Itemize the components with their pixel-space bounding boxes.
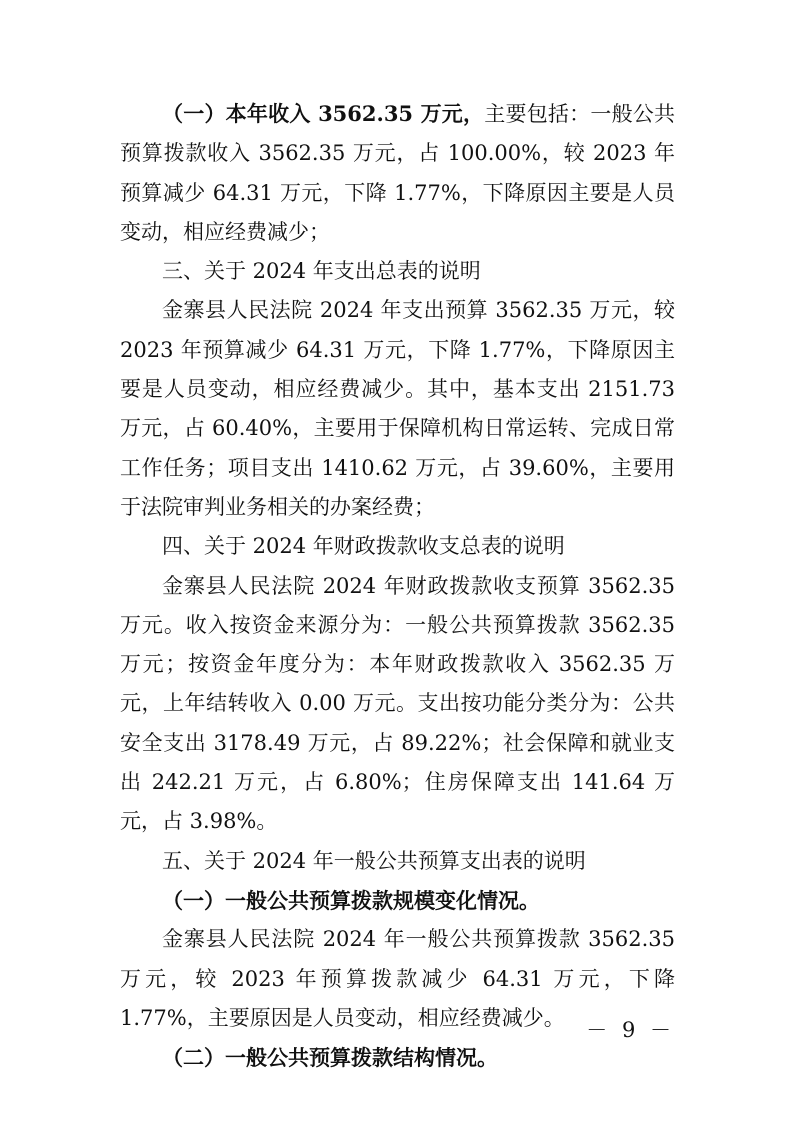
- heading-general-budget: 五、关于 2024 年一般公共预算支出表的说明: [162, 848, 586, 873]
- paragraph-expenditure-summary: 金寨县人民法院 2024 年支出预算 3562.35 万元，较 2023 年预算减少 64.31 万元，下降 1.77%，下降原因主要是人员变动，相应经费减少。其中，基本支出 2151.73 万元，占 60.40%，主要用于保障机构日常运转、完成日常工作任务；项目支出 1410.62 万元，占 39.60%，主要用于法院审判业务相关的办案经费；: [120, 298, 675, 519]
- income-body: 主要包括：一般公共预算拨款收入 3562.35 万元，占 100.00%，较 2023 年预算减少 64.31 万元，下降 1.77%，下降原因主要是人员变动，相应经费减少；: [120, 102, 676, 244]
- page-number: － 9 －: [586, 1018, 675, 1042]
- income-lead-bold: （一）本年收入 3562.35 万元，: [162, 101, 485, 126]
- paragraph-income: [120, 94, 675, 252]
- heading-expenditure-summary: 三、关于 2024 年支出总表的说明: [162, 259, 481, 284]
- heading-fiscal-summary: 四、关于 2024 年财政拨款收支总表的说明: [162, 534, 565, 559]
- subheading-structure: （二）一般公共预算拨款结构情况。: [162, 1045, 498, 1071]
- subheading-scale-change: （一）一般公共预算拨款规模变化情况。: [162, 887, 540, 913]
- paragraph-scale-change: 金寨县人民法院 2024 年一般公共预算拨款 3562.35 万元，较 2023 年预算拨款减少 64.31 万元，下降 1.77%，主要原因是人员变动，相应经费减少。: [120, 927, 675, 1030]
- paragraph-fiscal-summary: 金寨县人民法院 2024 年财政拨款收支预算 3562.35 万元。收入按资金来源分为：一般公共预算拨款 3562.35 万元；按资金年度分为：本年财政拨款收入 3562.35 万元，上年结转收入 0.00 万元。支出按功能分类分为：公共安全支出 3178.49 万元，占 89.22%；社会保障和就业支出 242.21 万元，占 6.80%；住房保障支出 141.64 万元，占 3.98%。: [120, 573, 675, 834]
